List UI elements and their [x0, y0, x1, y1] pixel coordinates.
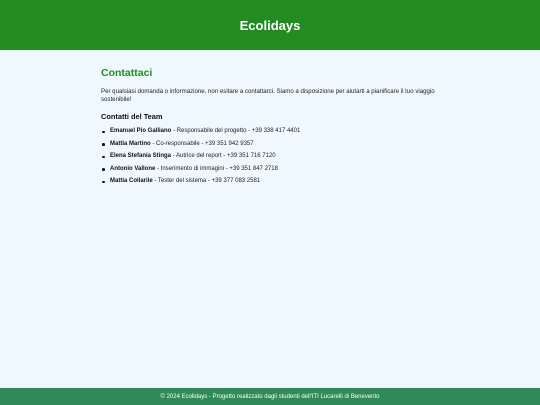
member-name: Antonio Vallone	[110, 165, 156, 172]
footer-text: © 2024 Ecolidays - Progetto realizzato dagli studenti dell'ITI Lucarelli di Benevento	[160, 393, 380, 400]
contact-section	[101, 67, 446, 191]
team-member-item	[101, 128, 446, 135]
member-name: Mattia Martino	[110, 140, 151, 147]
site-header	[0, 0, 540, 50]
member-name: Elena Stefania Stinga	[110, 153, 172, 160]
team-member-item	[101, 178, 446, 185]
team-member-item	[101, 153, 446, 160]
site-footer	[0, 388, 540, 405]
member-detail: - Tester del sistema - +39 377 083 2581	[152, 178, 261, 185]
bullet-icon	[102, 156, 105, 159]
bullet-icon	[102, 131, 105, 134]
team-member-item	[101, 141, 446, 148]
member-detail: - Autrice del report - +39 351 716 7120	[171, 153, 276, 160]
site-title: Ecolidays	[239, 17, 301, 33]
team-list	[101, 128, 446, 185]
member-detail: - Responsabile del progetto - +39 338 417 4401	[171, 128, 301, 135]
intro-text: Per qualsiasi domanda o informazione, non esitare a contattarci. Siamo a disposizione per aiutarti a pianificare il tuo viaggio sostenibile!	[101, 88, 435, 104]
bullet-icon	[102, 181, 105, 184]
member-detail: - Co-responsabile - +39 351 942 9357	[150, 140, 254, 147]
member-detail: - Inserimento di immagini - +39 351 847 2718	[155, 165, 278, 172]
bullet-icon	[102, 143, 105, 146]
member-name: Mattia Collarile	[110, 178, 153, 185]
bullet-icon	[102, 168, 105, 171]
member-name: Emanuel Pio Galliano	[110, 128, 172, 135]
team-member-item	[101, 166, 446, 173]
team-heading: Contatti del Team	[101, 112, 163, 122]
page-title: Contattaci	[101, 67, 153, 79]
